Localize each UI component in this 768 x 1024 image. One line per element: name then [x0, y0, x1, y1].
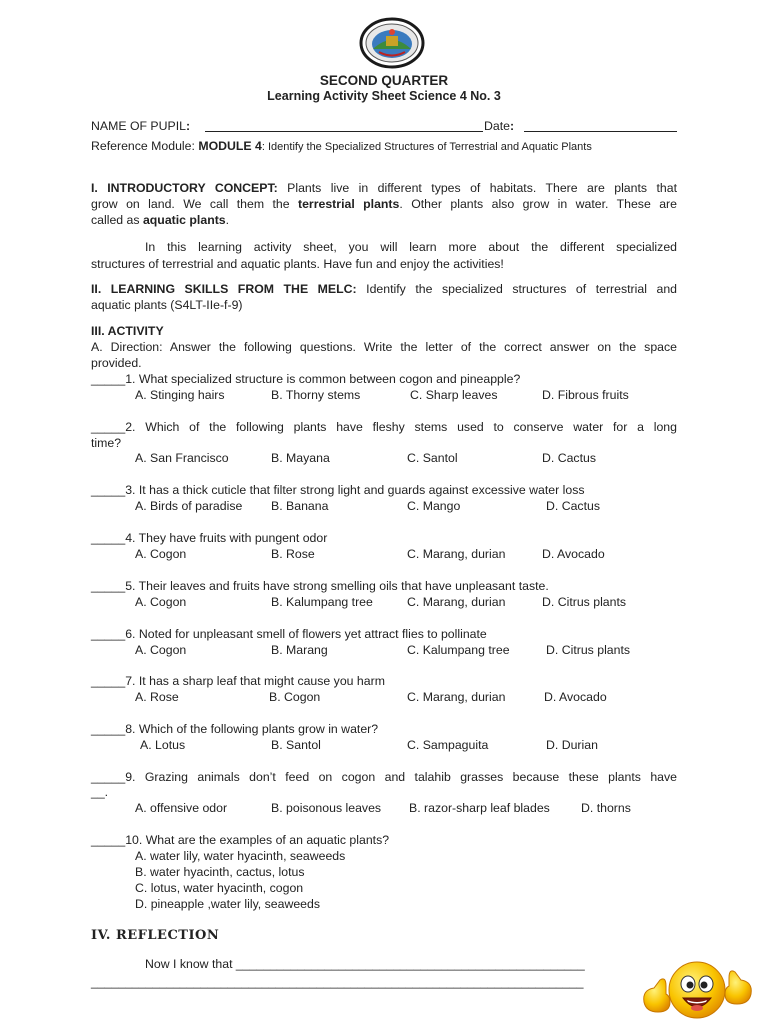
- question-3: _____3. It has a thick cuticle that filter strong light and guards against excessive water loss: [91, 483, 585, 497]
- q8-option-a: A. Lotus: [140, 738, 186, 752]
- intro-line-1: I. INTRODUCTORY CONCEPT: Plants live in different types of habitats. There are plants that: [91, 181, 677, 195]
- date-field[interactable]: [524, 131, 677, 132]
- name-label: NAME OF PUPIL: [91, 119, 186, 133]
- q6-option-a: A. Cogon: [135, 643, 187, 657]
- q5-option-c: C. Marang, durian: [407, 595, 506, 609]
- q4-option-c: C. Marang, durian: [407, 547, 506, 561]
- reflection-heading: IV. REFLECTION: [91, 928, 220, 943]
- melc-line-2: aquatic plants (S4LT-IIe-f-9): [91, 298, 243, 312]
- direction-line-2: provided.: [91, 356, 142, 370]
- q2-option-c: C. Santol: [407, 451, 458, 465]
- aquatic-term: aquatic plants: [142, 213, 226, 227]
- q7-option-d: D. Avocado: [544, 690, 607, 704]
- q10-option-b: B. water hyacinth, cactus, lotus: [135, 865, 305, 879]
- q3-option-c: C. Mango: [407, 499, 461, 513]
- question-10: _____10. What are the examples of an aquatic plants?: [91, 833, 390, 847]
- q4-option-d: D. Avocado: [542, 547, 605, 561]
- q2-option-b: B. Mayana: [271, 451, 330, 465]
- q6-option-c: C. Kalumpang tree: [407, 643, 510, 657]
- q1-option-b: B. Thorny stems: [271, 388, 361, 402]
- question-9: _____9. Grazing animals don’t feed on cogon and talahib grasses because these plants have: [91, 770, 677, 784]
- q6-option-d: D. Citrus plants: [546, 643, 631, 657]
- direction-line-1: A. Direction: Answer the following questions. Write the letter of the correct answer on the space: [91, 340, 677, 354]
- activity-heading: III. ACTIVITY: [91, 324, 164, 338]
- name-field[interactable]: [205, 131, 483, 132]
- q5-option-a: A. Cogon: [135, 595, 187, 609]
- q3-option-a: A. Birds of paradise: [135, 499, 243, 513]
- intro-para2-line-2: structures of terrestrial and aquatic plants. Have fun and enjoy the activities!: [91, 257, 504, 271]
- intro-para2-line-1: In this learning activity sheet, you will learn more about the different specialized: [145, 240, 677, 254]
- intro-line-3: called as aquatic plants.: [91, 213, 230, 227]
- q10-option-c: C. lotus, water hyacinth, cogon: [135, 881, 304, 895]
- smiley-thumbs-up-icon: [640, 950, 755, 1020]
- q1-option-a: A. Stinging hairs: [135, 388, 225, 402]
- q1-option-d: D. Fibrous fruits: [542, 388, 629, 402]
- school-seal-logo: [359, 17, 425, 69]
- q5-option-b: B. Kalumpang tree: [271, 595, 373, 609]
- reflection-prompt[interactable]: Now I know that ___________________________________________________: [145, 957, 585, 971]
- date-label: Date: [484, 119, 510, 133]
- q9-option-b: B. poisonous leaves: [271, 801, 382, 815]
- melc-heading: II. LEARNING SKILLS FROM THE MELC:: [91, 282, 357, 296]
- q8-option-b: B. Santol: [271, 738, 321, 752]
- intro-heading: I. INTRODUCTORY CONCEPT:: [91, 181, 278, 195]
- q1-option-c: C. Sharp leaves: [410, 388, 498, 402]
- terrestrial-term: terrestrial plants: [298, 197, 400, 211]
- q9-option-a: A. offensive odor: [135, 801, 228, 815]
- question-5: _____5. Their leaves and fruits have strong smelling oils that have unpleasant taste.: [91, 579, 549, 593]
- quarter-title: SECOND QUARTER: [319, 73, 449, 88]
- melc-line-1: II. LEARNING SKILLS FROM THE MELC: Identify the specialized structures of terrestrial and: [91, 282, 677, 296]
- q2-option-a: A. San Francisco: [135, 451, 229, 465]
- q7-option-c: C. Marang, durian: [407, 690, 506, 704]
- question-9-cont: __.: [91, 785, 109, 799]
- reflection-line-2[interactable]: ________________________________________________________________________: [91, 975, 584, 989]
- q3-option-d: D. Cactus: [546, 499, 600, 513]
- question-8: _____8. Which of the following plants grow in water?: [91, 722, 379, 736]
- q8-option-c: C. Sampaguita: [407, 738, 489, 752]
- q4-option-a: A. Cogon: [135, 547, 187, 561]
- q10-option-d: D. pineapple ,water lily, seaweeds: [135, 897, 321, 911]
- intro-line-2: grow on land. We call them the terrestrial plants. Other plants also grow in water. These are: [91, 197, 677, 211]
- q9-option-d: D. thorns: [581, 801, 631, 815]
- q4-option-b: B. Rose: [271, 547, 315, 561]
- reference-module: Reference Module: MODULE 4: Identify the Specialized Structures of Terrestrial and Aquatic Plants: [91, 139, 592, 153]
- sheet-subtitle: Learning Activity Sheet Science 4 No. 3: [267, 89, 501, 103]
- question-2-cont: time?: [91, 436, 122, 450]
- question-1: _____1. What specialized structure is common between cogon and pineapple?: [91, 372, 521, 386]
- module-number: MODULE 4: [198, 139, 262, 153]
- question-2: _____2. Which of the following plants have fleshy stems used to conserve water for a long: [91, 420, 677, 434]
- q5-option-d: D. Citrus plants: [542, 595, 627, 609]
- q10-option-a: A. water lily, water hyacinth, seaweeds: [135, 849, 346, 863]
- q7-option-a: A. Rose: [135, 690, 179, 704]
- question-7: _____7. It has a sharp leaf that might cause you harm: [91, 674, 385, 688]
- q8-option-d: D. Durian: [546, 738, 598, 752]
- q9-option-c: B. razor-sharp leaf blades: [409, 801, 550, 815]
- q7-option-b: B. Cogon: [269, 690, 321, 704]
- q2-option-d: D. Cactus: [542, 451, 596, 465]
- question-4: _____4. They have fruits with pungent odor: [91, 531, 328, 545]
- q3-option-b: B. Banana: [271, 499, 329, 513]
- question-6: _____6. Noted for unpleasant smell of flowers yet attract flies to pollinate: [91, 627, 487, 641]
- q6-option-b: B. Marang: [271, 643, 328, 657]
- name-date-row: NAME OF PUPIL:: [91, 119, 191, 133]
